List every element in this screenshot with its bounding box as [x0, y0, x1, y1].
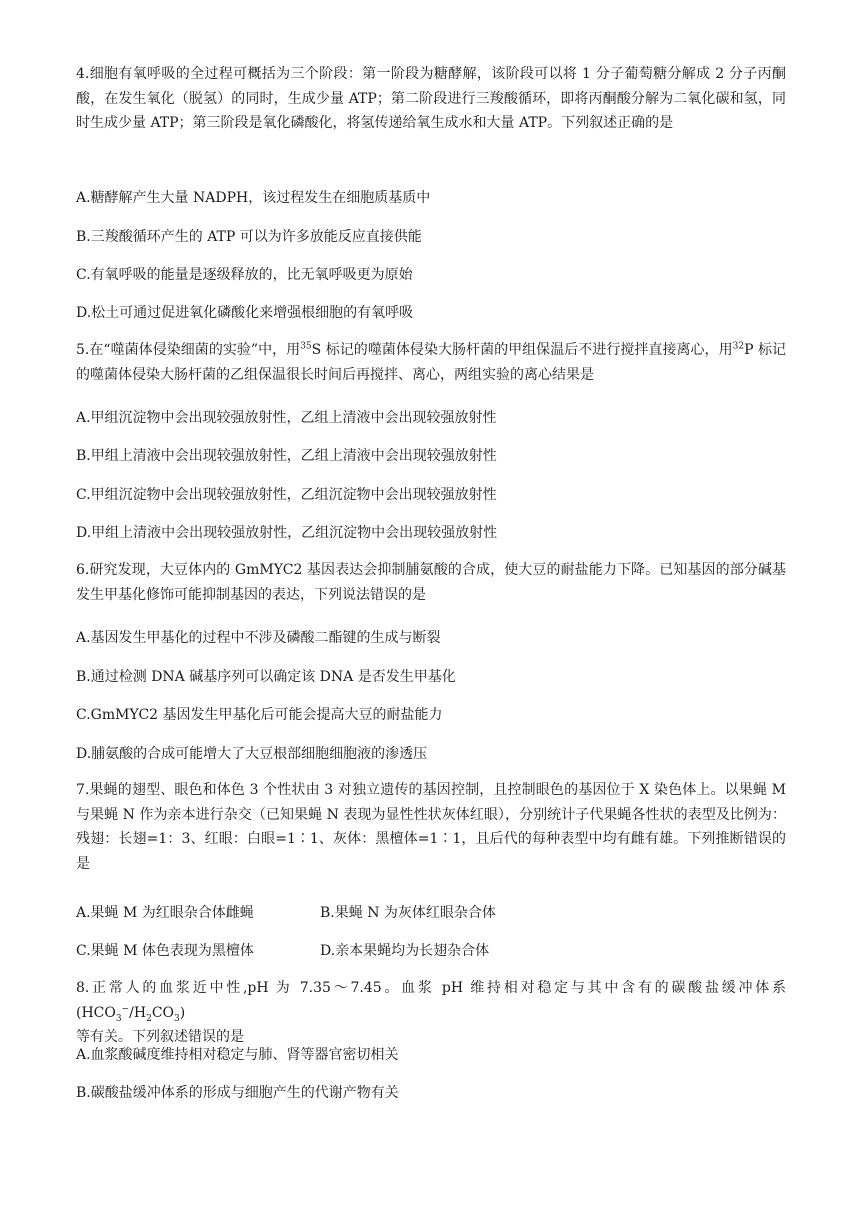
question-8-stem-close-paren: )	[179, 1004, 186, 1021]
question-6-option-b: B.通过检测 DNA 碱基序列可以确定该 DNA 是否发生甲基化	[76, 669, 456, 685]
question-6-option-c: C.GmMYC2 基因发生甲基化后可能会提高大豆的耐盐能力	[76, 707, 443, 723]
question-5-stem	[76, 338, 786, 387]
question-5-stem-part-a: 5.在“噬菌体侵染细菌的实验”中，用	[76, 342, 301, 358]
question-8-option-b: B.碳酸盐缓冲体系的形成与细胞产生的代谢产物有关	[76, 1085, 399, 1101]
isotope-32-label: 32	[732, 341, 745, 352]
question-4-option-d: D.松土可通过促进氧化磷酸化来增强根细胞的有氧呼吸	[76, 305, 414, 321]
question-5-stem-part-c: P 标记的噬菌体侵染大肠杆菌的乙组保温很长时间后再搅拌、离心，两组实验的离心结果是	[76, 342, 787, 383]
question-5-option-a: A.甲组沉淀物中会出现较强放射性，乙组上清液中会出现较强放射性	[76, 410, 497, 426]
bicarbonate-subscript: 3	[115, 1013, 122, 1024]
question-7-option-b: B.果蝇 N 为灰体红眼杂合体	[320, 905, 496, 921]
isotope-35-label: 35	[300, 341, 312, 352]
question-4-option-a: A.糖酵解产生大量 NADPH，该过程发生在细胞质基质中	[76, 190, 431, 206]
question-6-option-a: A.基因发生甲基化的过程中不涉及磷酸二酯键的生成与断裂	[76, 630, 441, 646]
question-4-option-c: C.有氧呼吸的能量是逐级释放的，比无氧呼吸更为原始	[76, 267, 413, 283]
question-8-stem-part-c: 等有关。下列叙述错误的是	[76, 1029, 244, 1045]
question-4-stem: 4.细胞有氧呼吸的全过程可概括为三个阶段：第一阶段为糖酵解，该阶段可以将 1 分子葡萄糖分解成 2 分子丙酮酸，在发生氧化（脱氢）的同时，生成少量 ATP；第二阶段进行三羧酸循环，即将丙酮酸分解为二氧化碳和氢，同时生成少量 ATP；第三阶段是氧化磷酸化，将氢传递给氧生成水和大量 ATP。下列叙述正确的是	[76, 66, 786, 131]
carbonic-acid-h-subscript: 2	[146, 1013, 152, 1024]
bicarbonate-charge: −	[121, 1003, 130, 1014]
question-7-option-d: D.亲本果蝇均为长翅杂合体	[320, 943, 490, 959]
question-6-option-d: D.脯氨酸的合成可能增大了大豆根部细胞细胞液的渗透压	[76, 746, 428, 762]
carbonic-acid-co-subscript: 3	[174, 1013, 180, 1024]
question-4-option-b: B.三羧酸循环产生的 ATP 可以为许多放能反应直接供能	[76, 229, 422, 245]
question-5-option-d: D.甲组上清液中会出现较强放射性，乙组沉淀物中会出现较强放射性	[76, 525, 498, 541]
question-5-stem-part-b: S 标记的噬菌体侵染大肠杆菌的甲组保温后不进行搅拌直接离心，用	[311, 342, 733, 358]
question-5-option-b: B.甲组上清液中会出现较强放射性，乙组上清液中会出现较强放射性	[76, 448, 497, 464]
question-8-stem	[76, 976, 786, 1050]
question-7-option-a: A.果蝇 M 为红眼杂合体雌蝇	[76, 905, 254, 921]
carbonic-acid-co: CO	[151, 1004, 175, 1021]
question-7-option-c: C.果蝇 M 体色表现为黑檀体	[76, 943, 254, 959]
carbonic-acid-h: /H	[129, 1004, 147, 1021]
question-7-stem: 7.果蝇的翅型、眼色和体色 3 个性状由 3 对独立遗传的基因控制，且控制眼色的基因位于 X 染色体上。以果蝇 M 与果蝇 N 作为亲本进行杂交（已知果蝇 N 表现为显性性状灰体红眼），分别统计子代果蝇各性状的表型及比例为：残翅：长翅=1：3、红眼：白眼=1∶1、灰体：黑檀体=1∶1，且后代的每种表型中均有雌有雄。下列推断错误的是	[76, 782, 786, 872]
question-8-option-a: A.血浆酸碱度维持相对稳定与肺、肾等器官密切相关	[76, 1047, 399, 1063]
question-6-stem: 6.研究发现，大豆体内的 GmMYC2 基因表达会抑制脯氨酸的合成，使大豆的耐盐能力下降。已知基因的部分碱基发生甲基化修饰可能抑制基因的表达，下列说法错误的是	[76, 562, 786, 603]
question-5-option-c: C.甲组沉淀物中会出现较强放射性，乙组沉淀物中会出现较强放射性	[76, 487, 497, 503]
question-8-stem-part-a: 8.正常人的血浆近中性,pH 为 7.35～7.45。血浆 pH 维持相对稳定与其中含有的碳酸盐缓冲体系(HCO	[76, 980, 786, 1021]
